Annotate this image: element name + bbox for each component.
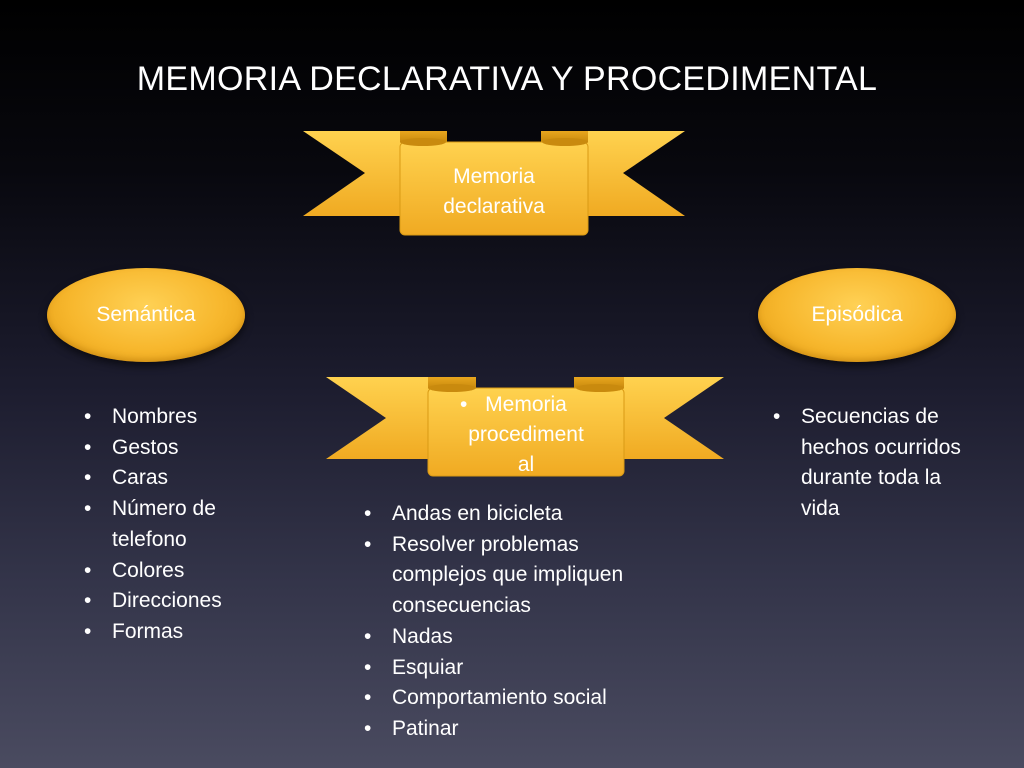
ribbon-memoria-procedimental (326, 374, 724, 479)
ribbon-bullet: • (460, 393, 468, 416)
episodica-list (771, 402, 981, 525)
list-item: • Número de telefono (82, 494, 242, 555)
ribbon-label-line: Memoria (453, 165, 535, 188)
list-item: • Gestos (82, 433, 282, 464)
list-item: • Direcciones (82, 586, 282, 617)
list-item: • Colores (82, 556, 282, 587)
list-item: • Secuencias de hechos ocurridos durante toda la vida (771, 402, 981, 525)
list-item: • Esquiar (362, 653, 662, 684)
ribbon-memoria-declarativa (303, 128, 685, 238)
ellipse-label: Episódica (811, 303, 903, 326)
ribbon-label-line: declarativa (443, 195, 545, 218)
ribbon-label (428, 390, 624, 480)
list-item: • Comportamiento social (362, 683, 662, 714)
semantica-list (82, 402, 282, 648)
list-item: • Formas (82, 617, 282, 648)
ribbon-label (400, 162, 588, 222)
ellipse-semantica (47, 268, 245, 362)
list-item: • Nadas (362, 622, 662, 653)
list-item: • Nombres (82, 402, 282, 433)
procedimental-list (362, 499, 662, 745)
ribbon-label-line: al (517, 453, 535, 476)
list-item: • Resolver problemas complejos que impliquen consecuencias (362, 530, 654, 622)
slide-title: MEMORIA DECLARATIVA Y PROCEDIMENTAL (136, 60, 878, 98)
list-item: • Caras (82, 463, 282, 494)
ellipse-episodica (758, 268, 956, 362)
list-item: • Andas en bicicleta (362, 499, 662, 530)
ribbon-label-line (428, 390, 624, 420)
ellipse-label: Semántica (96, 303, 196, 326)
ribbon-label-text: Memoria (485, 393, 567, 416)
ribbon-label-line: procediment (468, 423, 584, 446)
list-item: • Patinar (362, 714, 662, 745)
